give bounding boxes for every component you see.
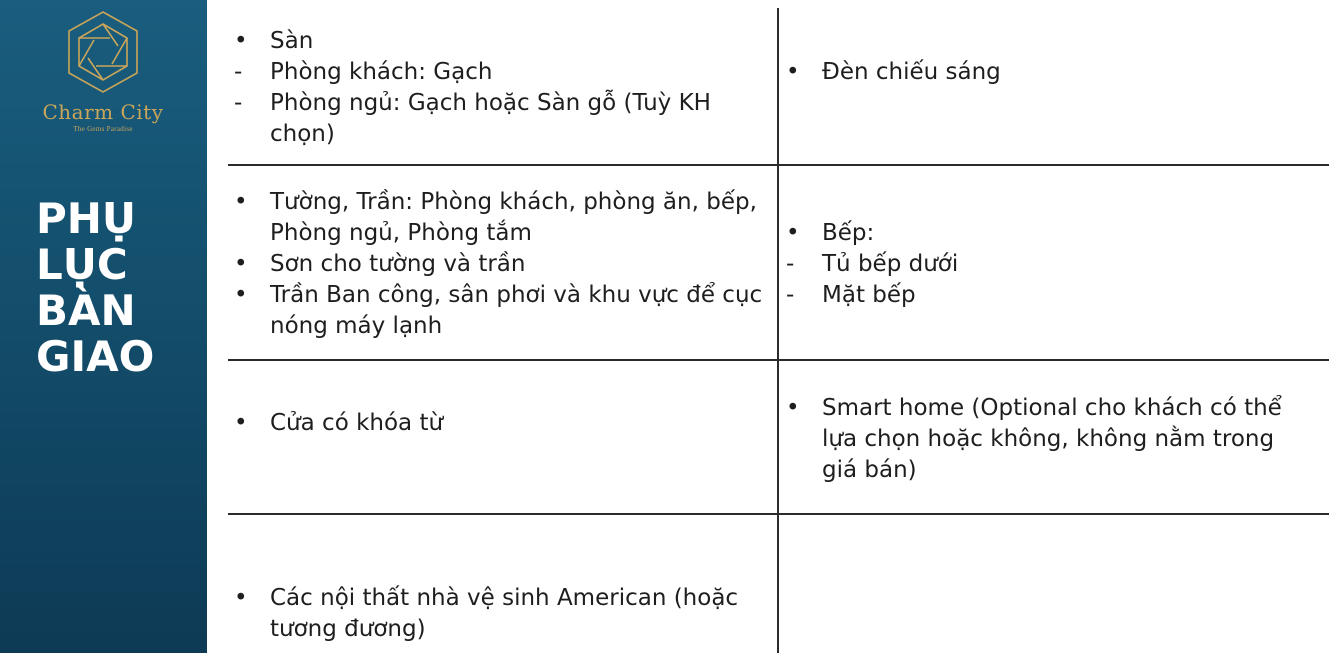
- table-cell: [782, 218, 1322, 311]
- list-marker: •: [786, 59, 800, 85]
- title-line: PHỤ: [36, 194, 137, 243]
- list-marker: •: [234, 28, 248, 54]
- list-marker: •: [234, 585, 248, 611]
- list-item: [782, 249, 1322, 280]
- list-item-text: Mặt bếp: [822, 282, 916, 308]
- list-item: [782, 280, 1322, 311]
- table-cell: [230, 26, 765, 150]
- table-cell: [230, 408, 770, 439]
- list-marker: •: [786, 220, 800, 246]
- column-divider: [777, 8, 779, 653]
- list-item-text: Sơn cho tường và trần: [270, 251, 526, 277]
- list-marker: -: [234, 90, 243, 116]
- list-item: [782, 393, 1312, 486]
- row-divider: [228, 164, 1329, 166]
- list-item: [230, 26, 765, 57]
- list-item: [230, 280, 770, 342]
- list-marker: -: [234, 59, 243, 85]
- list-marker: •: [786, 395, 800, 421]
- list-item-text: Phòng khách: Gạch: [270, 59, 493, 85]
- row-divider: [228, 359, 1329, 361]
- list-item-text: Bếp:: [822, 220, 875, 246]
- list-item: [230, 249, 770, 280]
- list-item: [782, 218, 1322, 249]
- list-item-text: Các nội thất nhà vệ sinh American (hoặc tương đương): [270, 585, 739, 642]
- section-title: [36, 196, 154, 380]
- list-item: [230, 88, 765, 150]
- title-line: GIAO: [36, 332, 155, 381]
- list-item: [782, 57, 1322, 88]
- list-item-text: Smart home (Optional cho khách có thể lựa chọn hoặc không, không nằm trong giá bán): [822, 395, 1282, 483]
- list-item-text: Phòng ngủ: Gạch hoặc Sàn gỗ (Tuỳ KH chọn): [270, 90, 711, 147]
- title-line: BÀN: [36, 286, 136, 335]
- table-cell: [782, 57, 1322, 88]
- table-cell: [230, 583, 770, 645]
- brand-logo: [38, 10, 168, 133]
- list-marker: •: [234, 410, 248, 436]
- list-item: [230, 187, 770, 249]
- list-item: [230, 583, 770, 645]
- list-marker: -: [786, 251, 795, 277]
- list-item-text: Sàn: [270, 28, 314, 54]
- hexagon-gem-icon: [66, 10, 140, 94]
- list-marker: •: [234, 189, 248, 215]
- sidebar-panel: [0, 0, 207, 653]
- list-item-text: Trần Ban công, sân phơi và khu vực để cục nóng máy lạnh: [270, 282, 763, 339]
- list-item-text: Đèn chiếu sáng: [822, 59, 1001, 85]
- list-item-text: Cửa có khóa từ: [270, 410, 444, 436]
- list-marker: -: [786, 282, 795, 308]
- list-item-text: Tủ bếp dưới: [822, 251, 959, 277]
- list-marker: •: [234, 282, 248, 308]
- brand-tagline: The Gems Paradise: [73, 125, 133, 133]
- table-cell: [230, 187, 770, 342]
- row-divider: [228, 513, 1329, 515]
- list-item-text: Tường, Trần: Phòng khách, phòng ăn, bếp, Phòng ngủ, Phòng tắm: [270, 189, 757, 246]
- table-cell: [782, 393, 1312, 486]
- list-item: [230, 57, 765, 88]
- list-item: [230, 408, 770, 439]
- title-line: LỤC: [36, 240, 128, 289]
- list-marker: •: [234, 251, 248, 277]
- brand-name: Charm City: [42, 100, 164, 124]
